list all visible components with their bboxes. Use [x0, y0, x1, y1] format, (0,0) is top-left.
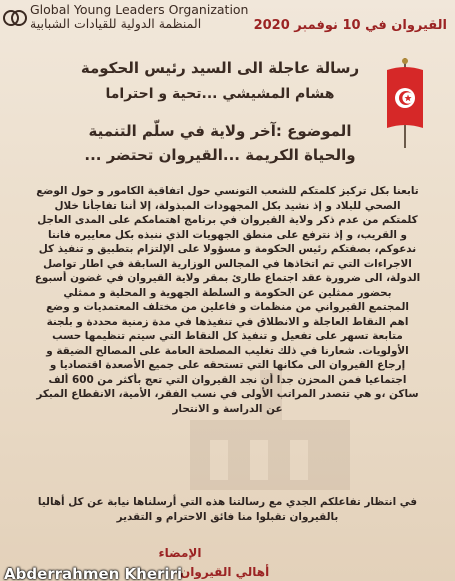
body-line: الدولة، الى ضرورة عقد اجتماع طارئ بمقر ولاية القيروان في غضون أسبوع [34, 272, 421, 284]
closing-paragraph [12, 495, 443, 525]
subject-line-1: الموضوع :آخر ولاية في سلّم التنمية [88, 122, 352, 140]
closing-line-1: في انتظار تفاعلكم الجدي مع رسالتنا هذه التي أرسلناها نيابة عن كل أهاليا [37, 496, 418, 508]
body-line: إرجاع القيروان الى مكانها التي تستحقه على جميع الأصعدة اقتصاديا و [49, 359, 406, 371]
body-line: عن الدراسة و الانتحار [172, 402, 283, 415]
body-line: كلمتكم من عدم ذكر ولاية القيروان في برنامج اهتمامكم على المدى العاجل [37, 214, 418, 226]
body-line: الأولويات. شعارنا في ذلك تغليب المصلحة العامة على المصالح الضيقة و [46, 344, 409, 357]
tunisian-flag [385, 58, 425, 148]
body-line: ندعوكم، بصفتكم رئيس الحكومة و مسؤولا على الإلتزام بتطبيق و تنفيذ كل [38, 243, 417, 255]
tunisian-flag-icon [385, 58, 425, 148]
org-name-english: Global Young Leaders Organization [30, 2, 249, 17]
body-line: متابعة تسهر على تفعيل و تنفيذ كل النقاط التي سيتم تنظيمها حسب [52, 330, 403, 342]
body-line: تابعنا بكل تركيز كلمتكم للشعب التونسي حول اتفاقية الكامور و حول الوضع [36, 185, 419, 197]
letter-body [12, 184, 443, 416]
body-line: ساكن ،و هي تتصدر المراتب الأولى في نسب الفقر، الأمية، الانقطاع المبكر [36, 388, 419, 400]
photo-credit-watermark: Abderrahmen Kheriri [4, 565, 183, 581]
body-line: اهم النقاط العاجلة و الانطلاق في تنفيذها في مدة زمنية محددة و بلجنة [46, 315, 409, 328]
body-line: الاجراءات التي تم اتخاذها في المجالس الوزارية السابقة في اطار تواصل [43, 257, 412, 270]
signature-name: أهالي القيروان [180, 565, 270, 579]
signature-label: الإمضاء [158, 546, 202, 560]
body-line: و القريب، و إذ نترفع على منطق الجهويات الذي ننبذه بكل معاييره فاننا [48, 228, 407, 241]
org-name-arabic: المنظمة الدولية للقيادات الشبابية [30, 16, 202, 31]
body-line: المجتمع القيرواني من منظمات و فاعلين من مختلف المعتمديات و وضع [46, 301, 409, 313]
organization-logo-icon [3, 6, 27, 30]
letter-title-line-1: رسالة عاجلة الى السيد رئيس الحكومة [80, 59, 360, 77]
body-line: الصحي للبلاد و إذ نشيد بكل المجهودات المبذولة، إلا أننا تفاجأنا خلال [54, 199, 401, 212]
body-line: بحضور ممثلين عن الحكومة و السلطة الجهوية و المحلية و ممثلي [63, 286, 392, 299]
letter-date: القيروان في 10 نوفمبر 2020 [253, 18, 447, 33]
subject-line-2: والحياة الكريمة ...القيروان تحتضر ... [84, 146, 356, 164]
letter-title-line-2: هشام المشيشي ...تحية و احتراما [105, 86, 335, 102]
closing-line-2: بالقيروان تقبلوا منا فائق الاحترام و التقدير [116, 511, 339, 523]
body-line: اجتماعيا فمن المحزن جدا أن نجد القيروان التي تعج بأكثر من 600 ألف [48, 373, 407, 386]
